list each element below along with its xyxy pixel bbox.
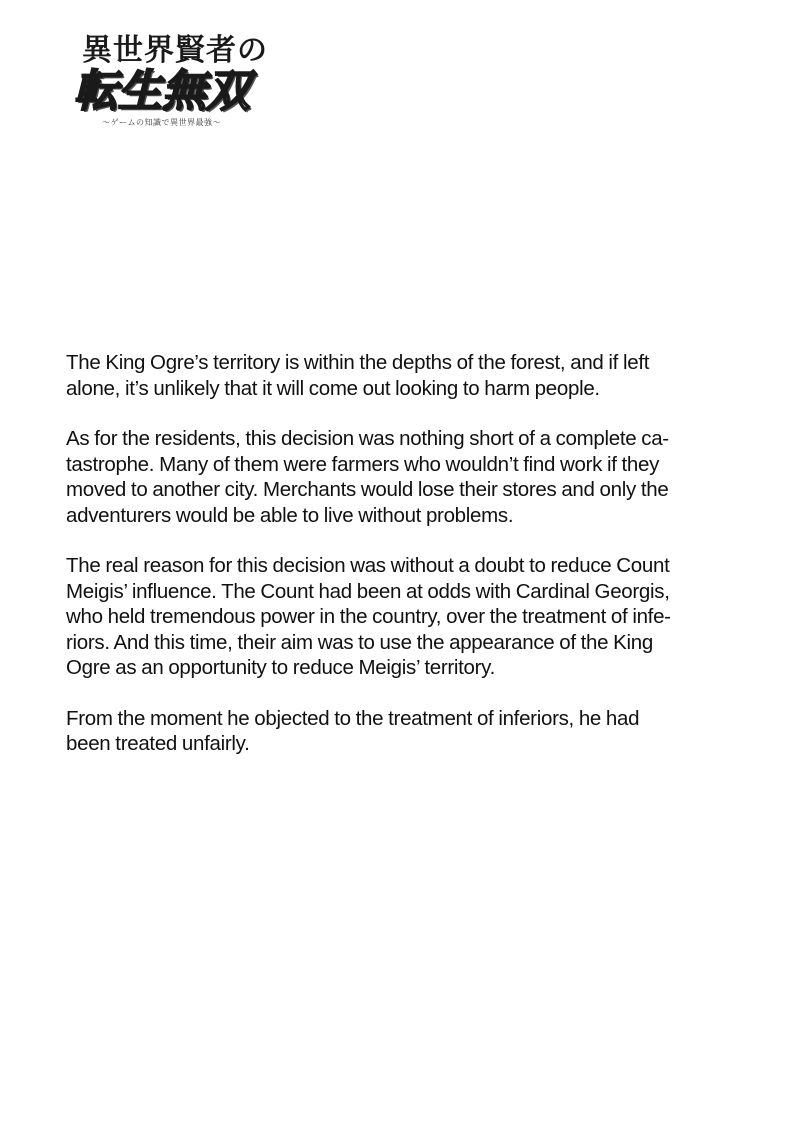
text-line: riors. And this time, their aim was to use the appearance of the King — [66, 630, 653, 654]
text-line: Meigis’ influence. The Count had been at odds with Cardinal Georgis, — [66, 579, 670, 603]
text-line: As for the residents, this decision was nothing short of a complete ca- — [66, 427, 669, 450]
text-line: been treated unfairly. — [66, 732, 250, 755]
paragraph-4 — [66, 706, 742, 757]
paragraph-1 — [66, 350, 742, 401]
text-line: alone, it’s unlikely that it will come out looking to harm people. — [66, 376, 600, 400]
text-line: moved to another city. Merchants would lose their stores and only the — [66, 478, 669, 501]
logo-title-line1: 異世界賢者の — [82, 33, 268, 68]
text-line: From the moment he objected to the treatment of inferiors, he had — [66, 706, 640, 730]
text-line: adventurers would be able to live without problems. — [66, 503, 514, 527]
series-logo — [74, 34, 274, 132]
paragraph-2 — [66, 426, 742, 528]
logo-title-line2: 転生無双 — [74, 66, 250, 117]
text-line: Ogre as an opportunity to reduce Meigis’ territory. — [66, 656, 495, 679]
text-line: tastrophe. Many of them were farmers who wouldn’t find work if they — [66, 452, 660, 476]
paragraph-3 — [66, 553, 742, 681]
text-line: The King Ogre’s territory is within the depths of the forest, and if left — [66, 351, 650, 374]
text-line: who held tremendous power in the country, over the treatment of infe- — [66, 605, 671, 628]
logo-subtitle: 〜ゲームの知識で異世界最強〜 — [102, 118, 221, 127]
page-text — [66, 350, 742, 782]
text-line: The real reason for this decision was without a doubt to reduce Count — [66, 554, 670, 577]
